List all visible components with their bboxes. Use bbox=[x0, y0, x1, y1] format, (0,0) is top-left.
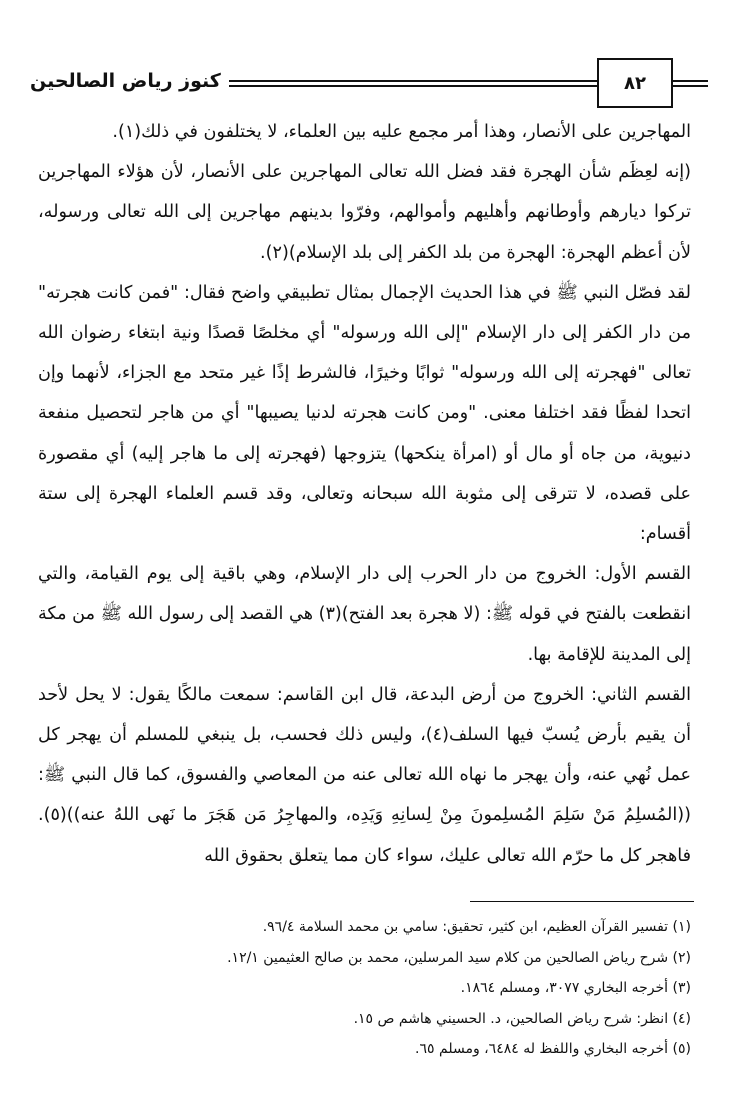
footnote: (٥) أخرجه البخاري واللفظ له ٦٤٨٤، ومسلم ٦٥. bbox=[415, 1041, 691, 1057]
page-header bbox=[28, 58, 708, 108]
paragraph: المهاجرين على الأنصار، وهذا أمر مجمع عليه بين العلماء، لا يختلفون في ذلك(١). bbox=[112, 122, 691, 142]
footnote-divider bbox=[470, 901, 694, 902]
paragraph: القسم الأول: الخروج من دار الحرب إلى دار الإسلام، وهي باقية إلى يوم القيامة، والتي انقطعت بالفتح في قوله ﷺ: (لا هجرة بعد الفتح)(٣) هي القصد إلى رسول الله ﷺ من مكة إلى المدينة للإقامة بها. bbox=[38, 564, 691, 665]
paragraph: لقد فصّل النبي ﷺ في هذا الحديث الإجمال بمثال تطبيقي واضح فقال: "فمن كانت هجرته" من دار الكفر إلى دار الإسلام "إلى الله ورسوله" أي مخلصًا قصدًا ونية ابتغاء رضوان الله تعالى "فهجرته إلى الله ورسوله" ثوابًا وخيرًا، فالشرط إذًا غير متحد مع الجزاء، لأنهما وإن اتحدا لفظًا فقد اختلفا معنى. "ومن كانت هجرته لدنيا يصيبها" أي من هاجر لتحصيل منفعة دنيوية، من جاه أو مال أو (امرأة ينكحها) يتزوجها (فهجرته إلى ما هاجر إليه) أي مقصورة على قصده، لا تترقى إلى مثوبة الله سبحانه وتعالى، وقد قسم العلماء الهجرة إلى ستة أقسام: bbox=[38, 282, 691, 545]
body-text bbox=[38, 112, 691, 876]
footnote: (٤) انظر: شرح رياض الصالحين، د. الحسيني هاشم ص ١٥. bbox=[353, 1010, 691, 1027]
footnote: (١) تفسير القرآن العظيم، ابن كثير، تحقيق: سامي بن محمد السلامة ٩٦/٤. bbox=[262, 919, 691, 935]
paragraph: (إنه لعِظَم شأن الهجرة فقد فضل الله تعالى المهاجرين على الأنصار، لأن هؤلاء المهاجرين تركوا ديارهم وأوطانهم وأهليهم وأموالهم، وفرّوا بدينهم مهاجرين إلى الله تعالى ورسوله، لأن أعظم الهجرة: الهجرة من بلد الكفر إلى بلد الإسلام)(٢). bbox=[38, 162, 691, 263]
page-number: ٨٢ bbox=[597, 58, 673, 108]
footnote: (٣) أخرجه البخاري ٣٠٧٧، ومسلم ١٨٦٤. bbox=[460, 980, 691, 996]
footnotes bbox=[40, 912, 691, 1065]
book-title: كنوز رياض الصالحين bbox=[28, 70, 229, 92]
paragraph: القسم الثاني: الخروج من أرض البدعة، قال ابن القاسم: سمعت مالكًا يقول: لا يحل لأحد أن يقيم بأرض يُسبّ فيها السلف(٤)، وليس ذلك فحسب، بل ينبغي للمسلم أن يهجر كل عمل نُهي عنه، وأن يهجر ما نهاه الله تعالى عنه من المعاصي والفسوق، كما قال النبي ﷺ: ((المُسلِمُ مَنْ سَلِمَ المُسلِمونَ مِنْ لِسانِهِ وَيَدِه، والمهاجِرُ مَن هَجَرَ ما نَهى اللهُ عنه))(٥). فاهجر كل ما حرّم الله تعالى عليك، سواء كان مما يتعلق بحقوق الله bbox=[38, 684, 692, 866]
footnote: (٢) شرح رياض الصالحين من كلام سيد المرسلين، محمد بن صالح العثيمين ١٢/١. bbox=[227, 949, 691, 966]
